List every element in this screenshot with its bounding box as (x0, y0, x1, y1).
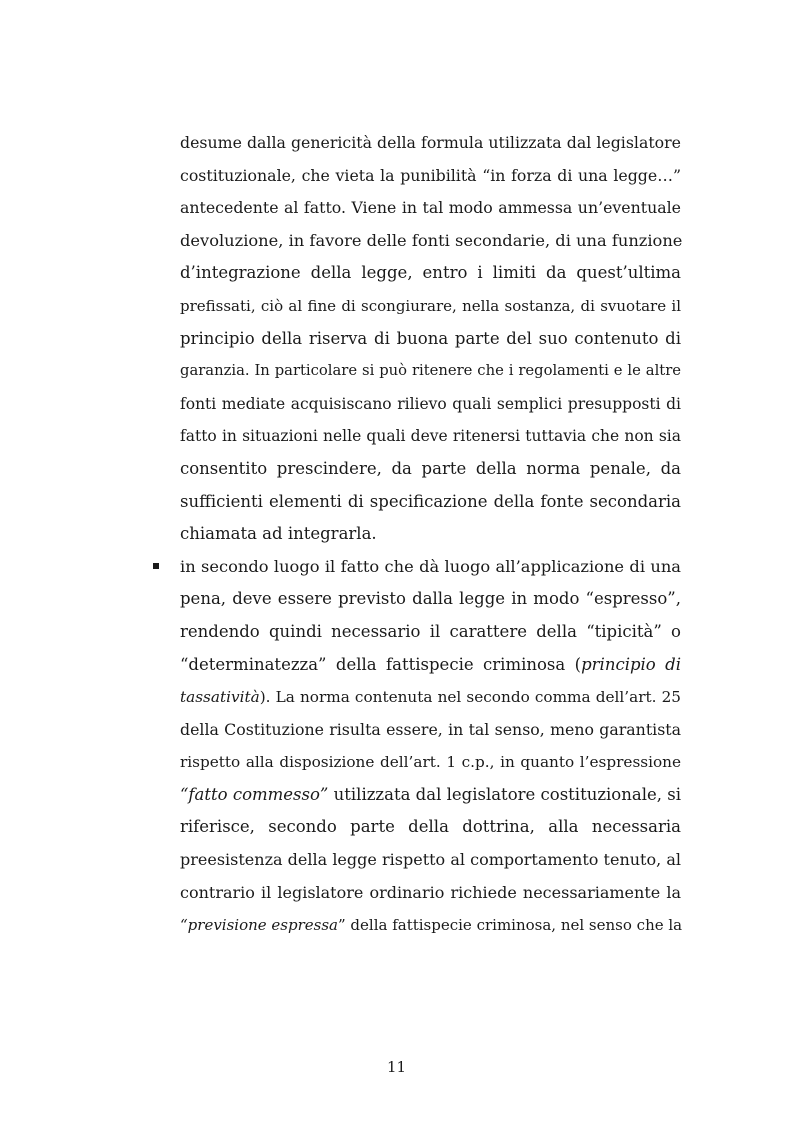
italic-text-run: principio di (581, 654, 682, 674)
text-line (180, 681, 681, 714)
text-line: antecedente al fatto. Viene in tal modo ammessa un’eventuale (180, 198, 681, 218)
text-line: della Costituzione risulta essere, in tal senso, meno garantista (180, 719, 681, 739)
italic-text-run: “fatto commesso” (180, 784, 329, 804)
continuation-paragraph (180, 127, 681, 551)
text-run: “determinatezza” della fattispecie criminosa ( (180, 654, 582, 674)
text-line: preesistenza della legge rispetto al comportamento tenuto, al (180, 850, 681, 870)
text-run: ). La norma contenuta nel secondo comma dell’art. 25 (259, 688, 681, 707)
text-line: prefissati, ciò al fine di scongiurare, nella sostanza, di svuotare il (180, 296, 681, 315)
italic-text-run: “previsione espressa (180, 916, 338, 935)
italic-text-run: tassatività (180, 688, 260, 707)
text-line: garanzia. In particolare si può ritenere che i regolamenti e le altre (180, 362, 681, 380)
text-line: d’integrazione della legge, entro i limiti da quest’ultima (180, 263, 681, 283)
text-line: fatto in situazioni nelle quali deve ritenersi tuttavia che non sia (180, 427, 681, 446)
text-line: in secondo luogo il fatto che dà luogo all’applicazione di una (180, 556, 681, 576)
square-bullet-icon (153, 551, 163, 584)
text-line (180, 649, 681, 682)
text-line (180, 779, 681, 812)
text-run: utilizzata dal legislatore costituzionale, si (328, 784, 681, 804)
text-line: sufficienti elementi di specificazione della fonte secondaria (180, 491, 681, 511)
text-line: consentito prescindere, da parte della norma penale, da (180, 458, 681, 478)
text-line: fonti mediate acquisiscano rilievo quali semplici presupposti di (180, 394, 681, 413)
text-line (180, 909, 681, 942)
text-line: rendendo quindi necessario il carattere della “tipicità” o (180, 621, 681, 641)
body-text (180, 127, 681, 942)
text-line: chiamata ad integrarla. (180, 524, 377, 544)
text-line: rispetto alla disposizione dell’art. 1 c.p., in quanto l’espressione (180, 753, 681, 772)
text-line: contrario il legislatore ordinario richiede necessariamente la (180, 882, 681, 902)
text-line: principio della riserva di buona parte del suo contenuto di (180, 328, 681, 348)
text-line: riferisce, secondo parte della dottrina, alla necessaria (180, 817, 681, 837)
bullet-list-item (180, 551, 681, 942)
text-line: devoluzione, in favore delle fonti secondarie, di una funzione (180, 230, 683, 250)
bullet-paragraph (180, 551, 681, 942)
text-line: desume dalla genericità della formula utilizzata dal legislatore (180, 133, 681, 152)
text-run: ” della fattispecie criminosa, nel senso che la (337, 916, 683, 935)
text-line: pena, deve essere previsto dalla legge in modo “espresso”, (180, 589, 681, 609)
text-line: costituzionale, che vieta la punibilità “in forza di una legge…” (180, 165, 681, 185)
page-number: 11 (386, 1058, 407, 1076)
